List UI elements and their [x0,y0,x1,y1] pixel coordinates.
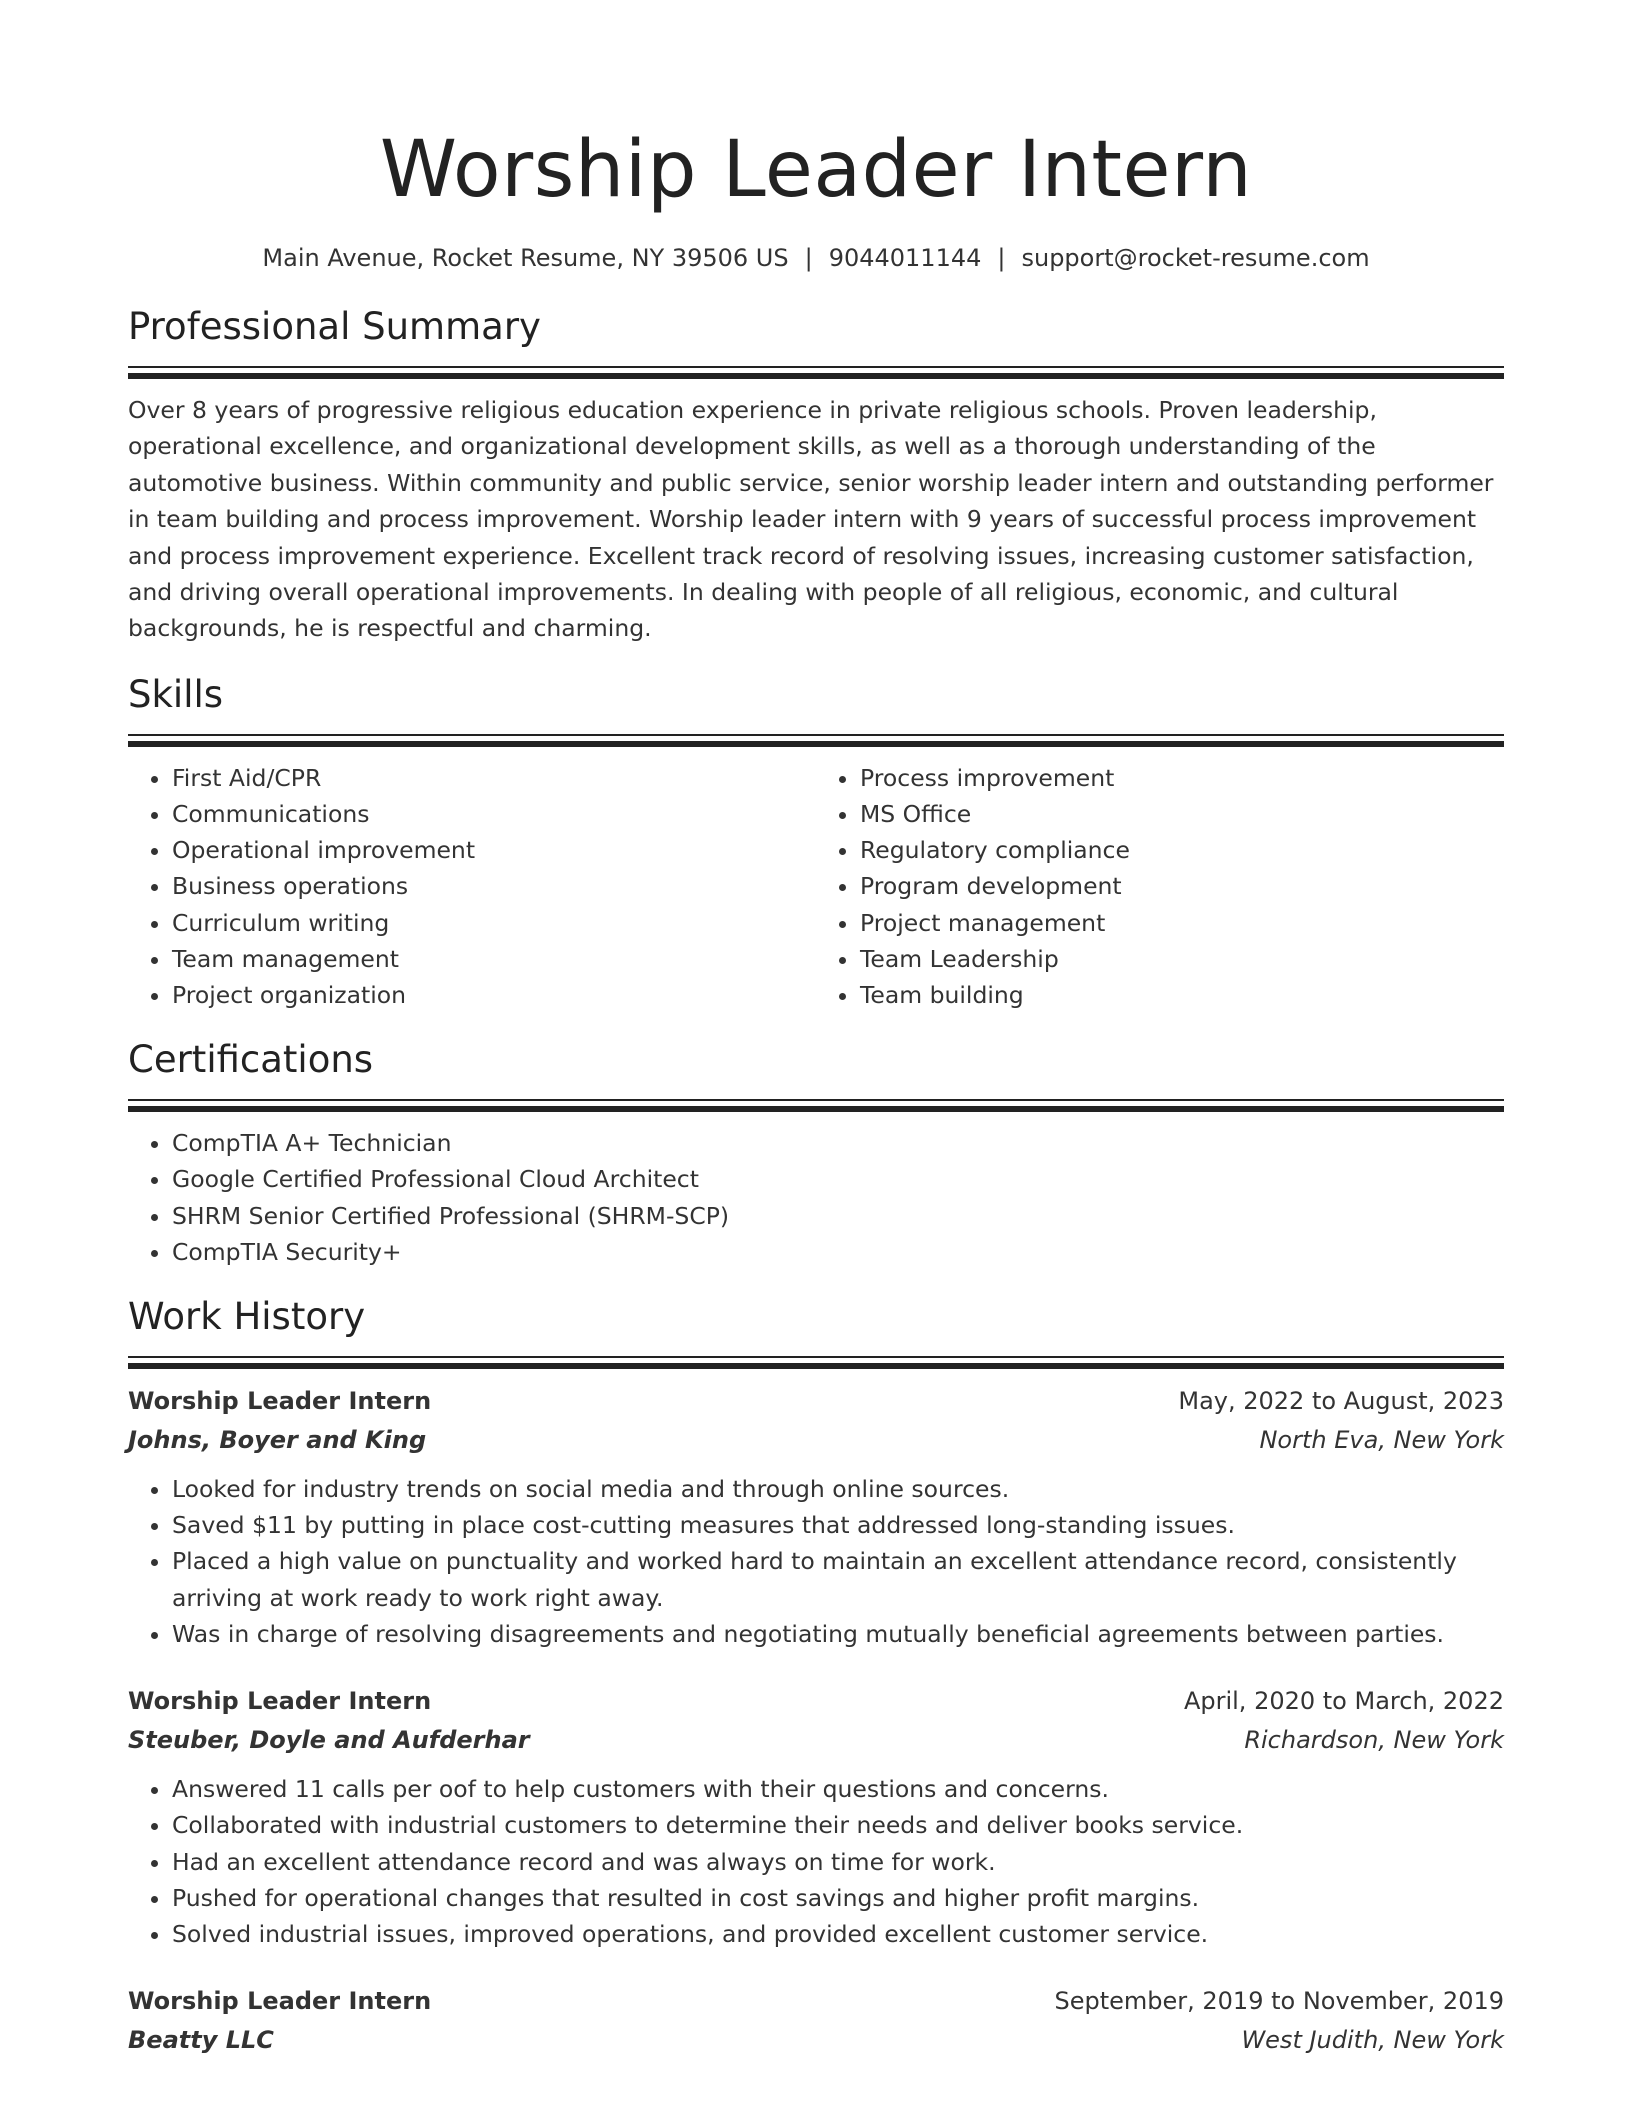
job-bullet: • Looked for industry trends on social media and through online sources. [172,1471,1504,1507]
job-dates: September, 2019 to November, 2019 [1054,1987,1504,2016]
job-title: Worship Leader Intern [128,1687,432,1716]
work-history-section [128,1294,1504,2060]
job-bullets [128,1771,1504,1952]
section-title-skills: Skills [128,672,224,716]
skills-list-right [816,760,1504,1013]
job-bullet: • Placed a high value on punctuality and worked hard to maintain an excellent attendance record, consistently arriving at work ready to work right away. [172,1543,1504,1615]
job-dates: May, 2022 to August, 2023 [1178,1387,1504,1416]
job-header [128,1982,1504,2020]
job-header [128,1382,1504,1420]
job-subheader [128,1720,1504,1760]
section-divider [128,366,1504,379]
section-divider [128,1356,1504,1369]
job-bullet: • Solved industrial issues, improved operations, and provided excellent customer service. [172,1916,1504,1952]
contact-separator: | [997,244,1006,272]
skill-item: • Operational improvement [172,832,816,868]
job-location: North Eva, New York [1259,1426,1504,1455]
job-entry [128,1982,1504,2060]
skill-item: • Process improvement [860,760,1504,796]
skill-item: • Regulatory compliance [860,832,1504,868]
job-bullet: • Collaborated with industrial customers to determine their needs and deliver books service. [172,1807,1504,1843]
section-title-work-history: Work History [128,1295,366,1339]
job-location: Richardson, New York [1244,1726,1504,1755]
skills-section [128,672,1504,1013]
job-company: Steuber, Doyle and Aufderhar [128,1726,530,1755]
job-subheader [128,1420,1504,1460]
job-dates: April, 2020 to March, 2022 [1183,1687,1504,1716]
job-bullet: • Was in charge of resolving disagreements and negotiating mutually beneficial agreements between parties. [172,1616,1504,1652]
job-title: Worship Leader Intern [128,1987,432,2016]
skill-item: • Curriculum writing [172,905,816,941]
job-bullet: • Saved $11 by putting in place cost-cutting measures that addressed long-standing issues. [172,1507,1504,1543]
skill-item: • Project organization [172,977,816,1013]
skills-columns [128,760,1504,1013]
section-divider [128,1099,1504,1112]
summary-section [128,304,1504,647]
certification-item: • CompTIA Security+ [172,1234,1504,1270]
section-title-certifications: Certifications [128,1038,374,1082]
certifications-section [128,1037,1504,1270]
section-divider [128,734,1504,747]
resume-name: Worship Leader Intern [379,125,1253,215]
skill-item: • Business operations [172,868,816,904]
contact-line [128,242,1504,274]
contact-address: Main Avenue, Rocket Resume, NY 39506 US [262,244,789,272]
summary-text: Over 8 years of progressive religious education experience in private religious schools. Proven leadership, operational excellence, and organizational development skills, as well as a thorough understanding of the automotive business. Within community and public service, senior worship leader intern and outstanding performer in team building and process improvement. Worship leader intern with 9 years of successful process improvement and process improvement experience. Excellent track record of resolving issues, increasing customer satisfaction, and driving overall operational improvements. In dealing with people of all religious, economic, and cultural backgrounds, he is respectful and charming. [128,396,1494,643]
skills-list-left [128,760,816,1013]
job-location: West Judith, New York [1241,2026,1504,2055]
certifications-list [128,1125,1504,1270]
skill-item: • Project management [860,905,1504,941]
section-title-summary: Professional Summary [128,305,541,348]
contact-phone: 9044011144 [828,244,982,272]
job-bullet: • Had an excellent attendance record and was always on time for work. [172,1844,1504,1880]
skill-item: • Team building [860,977,1504,1013]
job-subheader [128,2020,1504,2060]
job-header [128,1682,1504,1720]
job-entry [128,1682,1504,1952]
skill-item: • First Aid/CPR [172,760,816,796]
contact-separator: | [804,244,813,272]
skill-item: • Communications [172,796,816,832]
skill-item: • Program development [860,868,1504,904]
certification-item: • CompTIA A+ Technician [172,1125,1504,1161]
job-title: Worship Leader Intern [128,1387,432,1416]
job-company: Johns, Boyer and King [128,1426,427,1455]
job-bullet: • Pushed for operational changes that resulted in cost savings and higher profit margins. [172,1880,1504,1916]
contact-email: support@rocket-resume.com [1021,244,1370,272]
job-company: Beatty LLC [128,2026,274,2055]
job-bullets [128,1471,1504,1652]
job-bullet: • Answered 11 calls per oof to help customers with their questions and concerns. [172,1771,1504,1807]
skill-item: • MS Office [860,796,1504,832]
job-entry [128,1382,1504,1652]
certification-item: • SHRM Senior Certified Professional (SHRM-SCP) [172,1198,1504,1234]
skill-item: • Team management [172,941,816,977]
skill-item: • Team Leadership [860,941,1504,977]
certification-item: • Google Certified Professional Cloud Architect [172,1161,1504,1197]
